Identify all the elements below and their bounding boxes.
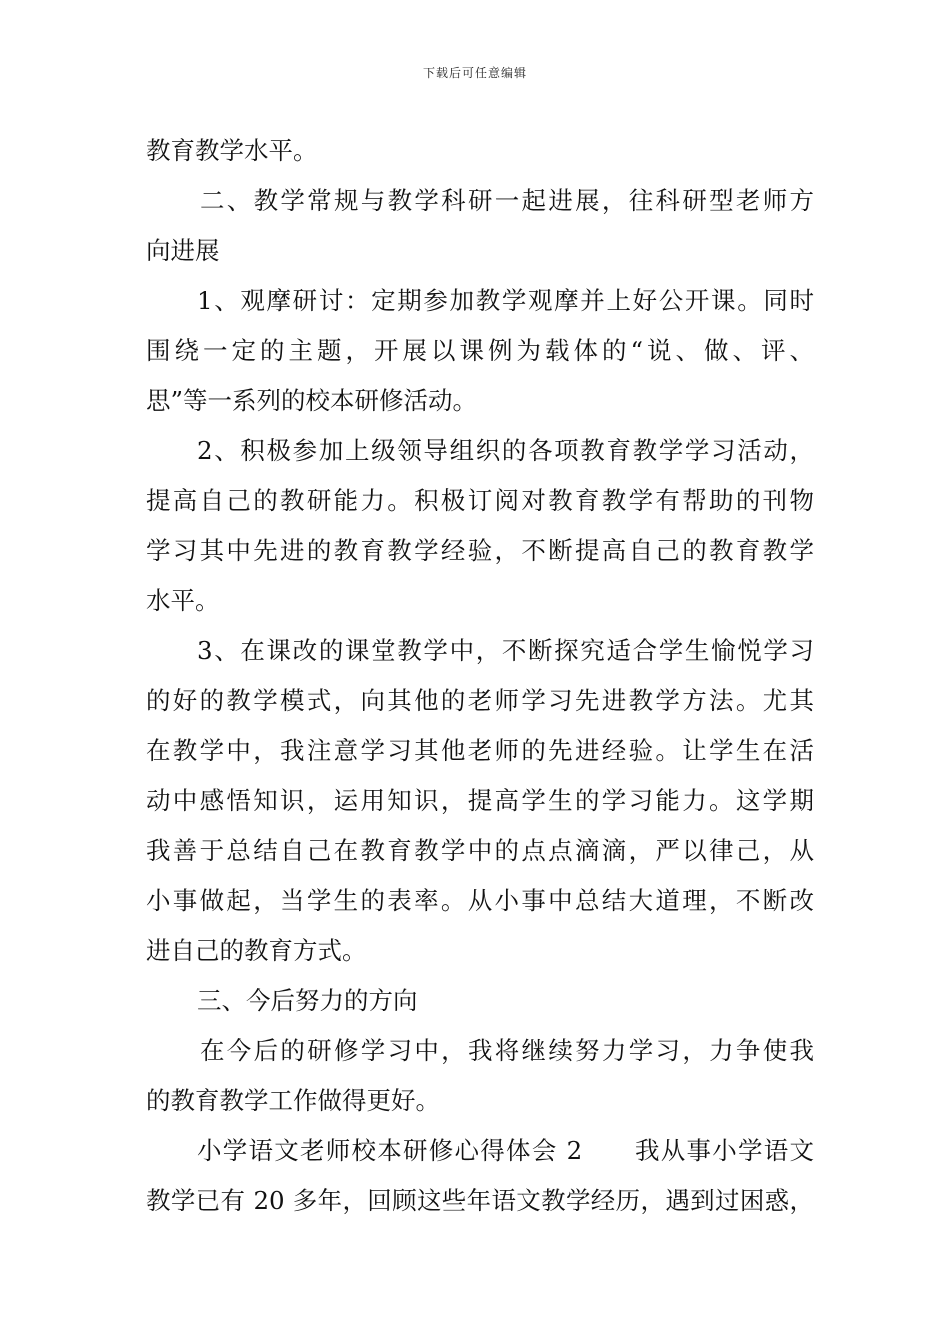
text-line: 教学已有 20 多年，回顾这些年语文教学经历，遇到过困惑，: [146, 1186, 814, 1215]
text-line: 学习其中先进的教育教学经验，不断提高自己的教育教学: [146, 536, 814, 565]
text-line: 3、在课改的课堂教学中，不断探究适合学生愉悦学习: [197, 636, 814, 665]
text-line: 教育教学水平。: [146, 136, 318, 165]
text-line: 小事做起，当学生的表率。从小事中总结大道理，不断改: [146, 886, 814, 915]
text-line: 动中感悟知识，运用知识，提高学生的学习能力。这学期: [146, 786, 814, 815]
text-line: 进自己的教育方式。: [146, 936, 367, 965]
text-line: 向进展: [146, 236, 220, 265]
text-line: 水平。: [146, 586, 220, 615]
text-line: 2、积极参加上级领导组织的各项教育教学学习活动，: [197, 436, 814, 465]
text-line: 1、观摩研讨：定期参加教学观摩并上好公开课。同时: [197, 286, 814, 315]
text-line: 的教育教学工作做得更好。: [146, 1086, 440, 1115]
text-line: 提高自己的教研能力。积极订阅对教育教学有帮助的刊物: [146, 486, 814, 515]
text-line: 我善于总结自己在教育教学中的点点滴滴，严以律己，从: [146, 836, 814, 865]
text-line: 围绕一定的主题，开展以课例为载体的“说、做、评、: [146, 336, 814, 365]
page-header: 下载后可任意编辑: [422, 66, 527, 80]
text-line: 在教学中，我注意学习其他老师的先进经验。让学生在活: [146, 736, 814, 765]
text-line: 思”等一系列的校本研修活动。: [146, 386, 478, 415]
text-line: 小学语文老师校本研修心得体会 2 我从事小学语文: [197, 1136, 814, 1165]
text-line: 的好的教学模式，向其他的老师学习先进教学方法。尤其: [146, 686, 814, 715]
section-heading: 三、今后努力的方向: [197, 986, 418, 1015]
body-text: [146, 126, 814, 1226]
text-line: 二、教学常规与教学科研一起进展，往科研型老师方: [200, 186, 814, 215]
text-line: 在今后的研修学习中，我将继续努力学习，力争使我: [200, 1036, 814, 1065]
